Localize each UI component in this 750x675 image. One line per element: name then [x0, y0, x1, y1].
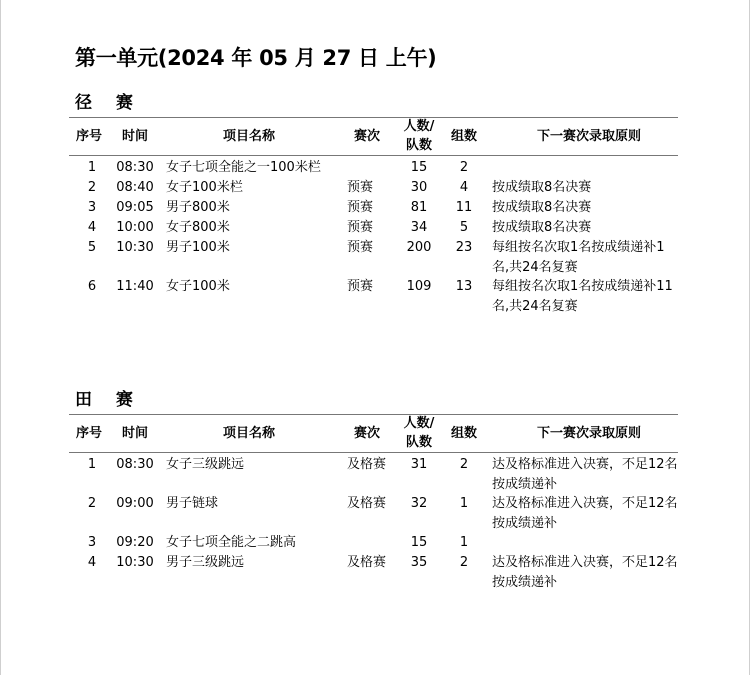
header-rule: 下一赛次录取原则 — [536, 128, 641, 144]
field-heading: 田 赛 — [75, 390, 142, 410]
cell-count: 34 — [410, 220, 428, 235]
cell-event: 女子七项全能之一100米栏 — [166, 160, 321, 175]
cell-no: 4 — [87, 555, 97, 570]
table-header — [69, 117, 678, 155]
cell-time: 08:30 — [116, 160, 154, 175]
cell-round: 及格赛 — [347, 457, 387, 472]
header-groups: 组数 — [450, 425, 477, 441]
cell-count: 200 — [406, 240, 432, 255]
cell-no: 1 — [87, 160, 97, 175]
cell-round: 预赛 — [347, 180, 374, 195]
header-round: 赛次 — [353, 425, 380, 441]
page-left-edge — [0, 0, 1, 675]
cell-rule: 每组按名次取1名按成绩递补11名,共24名复赛 — [492, 279, 673, 314]
cell-event: 女子800米 — [166, 220, 230, 235]
cell-count: 109 — [406, 279, 432, 294]
cell-event: 女子七项全能之二跳高 — [166, 535, 297, 550]
cell-rule: 按成绩取8名决赛 — [492, 200, 592, 215]
cell-time: 09:05 — [116, 200, 154, 215]
cell-rule: 达及格标准进入决赛，不足12名按成绩递补 — [492, 555, 678, 590]
cell-event: 男子链球 — [166, 496, 219, 511]
field-table — [69, 414, 678, 594]
header-no: 序号 — [75, 425, 102, 441]
cell-round: 预赛 — [347, 220, 374, 235]
header-no: 序号 — [75, 128, 102, 144]
cell-event: 男子100米 — [166, 240, 230, 255]
page-title: 第一单元(2024 年 05 月 27 日 上午) — [75, 46, 437, 70]
cell-event: 女子三级跳远 — [166, 457, 245, 472]
cell-count: 35 — [410, 555, 428, 570]
cell-time: 08:40 — [116, 180, 154, 195]
cell-no: 2 — [87, 496, 97, 511]
cell-groups: 23 — [455, 240, 473, 255]
cell-no: 6 — [87, 279, 97, 294]
cell-count: 32 — [410, 496, 428, 511]
header-rule: 下一赛次录取原则 — [536, 425, 641, 441]
header-groups: 组数 — [450, 128, 477, 144]
cell-round: 及格赛 — [347, 555, 387, 570]
cell-rule: 按成绩取8名决赛 — [492, 180, 592, 195]
header-round: 赛次 — [353, 128, 380, 144]
cell-groups: 1 — [459, 496, 469, 511]
track-heading: 径 赛 — [75, 93, 142, 113]
table-header-rule — [69, 155, 678, 156]
cell-no: 4 — [87, 220, 97, 235]
table-header-rule — [69, 452, 678, 453]
header-time: 时间 — [121, 425, 148, 441]
cell-no: 3 — [87, 535, 97, 550]
cell-round: 预赛 — [347, 200, 374, 215]
cell-no: 3 — [87, 200, 97, 215]
cell-count: 81 — [410, 200, 428, 215]
table-header — [69, 414, 678, 452]
cell-groups: 5 — [459, 220, 469, 235]
cell-rule: 达及格标准进入决赛，不足12名按成绩递补 — [492, 457, 678, 492]
cell-groups: 1 — [459, 535, 469, 550]
cell-round: 预赛 — [347, 279, 374, 294]
cell-event: 女子100米 — [166, 279, 230, 294]
header-event: 项目名称 — [222, 128, 275, 144]
cell-event: 女子100米栏 — [166, 180, 243, 195]
cell-count: 31 — [410, 457, 428, 472]
cell-count: 15 — [410, 535, 428, 550]
cell-round: 及格赛 — [347, 496, 387, 511]
cell-event: 男子三级跳远 — [166, 555, 245, 570]
cell-time: 09:20 — [116, 535, 154, 550]
cell-time: 10:00 — [116, 220, 154, 235]
header-event: 项目名称 — [222, 425, 275, 441]
cell-groups: 2 — [459, 160, 469, 175]
cell-rule: 每组按名次取1名按成绩递补1名,共24名复赛 — [492, 240, 665, 275]
cell-rule: 达及格标准进入决赛，不足12名按成绩递补 — [492, 496, 678, 531]
cell-no: 5 — [87, 240, 97, 255]
cell-time: 10:30 — [116, 240, 154, 255]
header-time: 时间 — [121, 128, 148, 144]
cell-event: 男子800米 — [166, 200, 230, 215]
cell-no: 1 — [87, 457, 97, 472]
cell-count: 15 — [410, 160, 428, 175]
cell-groups: 2 — [459, 555, 469, 570]
track-table — [69, 117, 678, 317]
cell-no: 2 — [87, 180, 97, 195]
header-count: 人数/队数 — [403, 416, 435, 450]
cell-round: 预赛 — [347, 240, 374, 255]
cell-time: 09:00 — [116, 496, 154, 511]
cell-time: 08:30 — [116, 457, 154, 472]
cell-time: 11:40 — [116, 279, 154, 294]
cell-groups: 11 — [455, 200, 473, 215]
cell-rule: 按成绩取8名决赛 — [492, 220, 592, 235]
cell-groups: 2 — [459, 457, 469, 472]
cell-groups: 13 — [455, 279, 473, 294]
cell-time: 10:30 — [116, 555, 154, 570]
header-count: 人数/队数 — [403, 119, 435, 153]
cell-count: 30 — [410, 180, 428, 195]
cell-groups: 4 — [459, 180, 469, 195]
